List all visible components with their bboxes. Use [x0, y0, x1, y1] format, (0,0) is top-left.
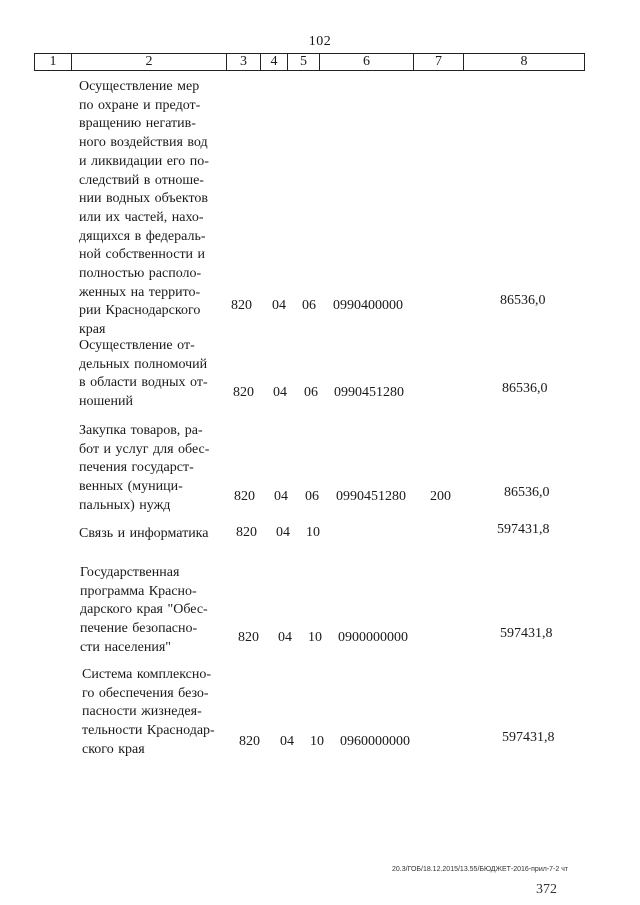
ministry-code: 820 — [238, 630, 259, 645]
target-article-code: 0990400000 — [333, 298, 403, 313]
column-header-7: 7 — [414, 54, 464, 71]
row-description — [79, 525, 249, 544]
subsection-code: 10 — [310, 734, 324, 749]
description-line: или их частей, нахо- — [79, 209, 204, 225]
column-header-table — [34, 53, 585, 71]
description-line: печение безопасно- — [80, 621, 198, 637]
amount-value: 86536,0 — [502, 381, 548, 396]
description-line: рии Краснодарского — [79, 303, 201, 319]
amount-value: 86536,0 — [504, 485, 550, 500]
row-description — [82, 666, 222, 760]
section-code: 04 — [274, 489, 288, 504]
row-description — [79, 422, 219, 516]
target-article-code: 0990451280 — [336, 489, 406, 504]
subsection-code: 06 — [304, 385, 318, 400]
description-line: Осуществление мер — [79, 79, 200, 94]
column-header-5: 5 — [288, 54, 320, 71]
description-line: дельных полномочий — [79, 356, 208, 372]
column-header-2: 2 — [72, 54, 227, 71]
description-line: и ликвидации его по- — [79, 153, 209, 169]
description-line: венных (муници- — [79, 479, 183, 495]
column-header-3: 3 — [227, 54, 261, 71]
description-line: Система комплексно- — [82, 667, 212, 682]
row-description — [80, 564, 220, 658]
ministry-code: 820 — [233, 385, 254, 400]
expense-type-code: 200 — [430, 489, 451, 504]
column-header-8: 8 — [464, 54, 585, 71]
column-header-1: 1 — [35, 54, 72, 71]
ministry-code: 820 — [231, 298, 252, 313]
description-line: полностью располо- — [79, 266, 202, 282]
description-line: программа Красно- — [80, 583, 197, 599]
description-line: пасности жизнедея- — [82, 704, 202, 720]
subsection-code: 10 — [306, 525, 320, 540]
description-line: края — [79, 322, 106, 338]
target-article-code: 0960000000 — [340, 734, 410, 749]
target-article-code: 0990451280 — [334, 385, 404, 400]
description-line: Связь и информатика — [79, 526, 209, 541]
footer-file-note: 20.3/ГОБ/18.12.2015/13.55/БЮДЖЕТ-2016-прил-7-2 чт — [392, 866, 569, 873]
section-code: 04 — [276, 525, 290, 540]
description-line: Осуществление от- — [79, 338, 195, 353]
description-line: дарского края "Обес- — [80, 602, 208, 618]
amount-value: 86536,0 — [500, 293, 546, 308]
page-number: 102 — [308, 34, 332, 49]
subsection-code: 06 — [305, 489, 319, 504]
description-line: тельности Краснодар- — [82, 723, 215, 739]
ministry-code: 820 — [236, 525, 257, 540]
description-line: по охране и предот- — [79, 97, 201, 113]
subsection-code: 10 — [308, 630, 322, 645]
row-description — [79, 337, 219, 412]
description-line: ношений — [79, 394, 133, 410]
section-code: 04 — [273, 385, 287, 400]
ministry-code: 820 — [234, 489, 255, 504]
description-line: нии водных объектов — [79, 191, 208, 207]
description-line: вращению негатив- — [79, 116, 196, 132]
subsection-code: 06 — [302, 298, 316, 313]
description-line: Закупка товаров, ра- — [79, 423, 203, 438]
description-line: в области водных от- — [79, 375, 208, 391]
amount-value: 597431,8 — [500, 626, 553, 641]
description-line: пальных) нужд — [79, 497, 171, 513]
row-description — [79, 78, 219, 340]
description-line: ной собственности и — [79, 247, 206, 263]
description-line: сти населения" — [80, 639, 171, 655]
column-header-6: 6 — [320, 54, 414, 71]
target-article-code: 0900000000 — [338, 630, 408, 645]
section-code: 04 — [272, 298, 286, 313]
column-header-4: 4 — [261, 54, 288, 71]
description-line: ского края — [82, 741, 145, 757]
description-line: го обеспечения безо- — [82, 685, 209, 701]
sheet-number: 372 — [536, 882, 557, 897]
description-line: следствий в отноше- — [79, 172, 204, 188]
section-code: 04 — [278, 630, 292, 645]
column-header-row — [35, 54, 585, 71]
description-line: дящихся в федераль- — [79, 228, 206, 244]
section-code: 04 — [280, 734, 294, 749]
description-line: бот и услуг для обес- — [79, 441, 210, 457]
amount-value: 597431,8 — [497, 522, 550, 537]
description-line: женных на террито- — [79, 284, 201, 300]
description-line: Государственная — [80, 565, 180, 580]
ministry-code: 820 — [239, 734, 260, 749]
description-line: печения государст- — [79, 460, 194, 476]
amount-value: 597431,8 — [502, 730, 555, 745]
description-line: ного воздействия вод — [79, 135, 208, 151]
